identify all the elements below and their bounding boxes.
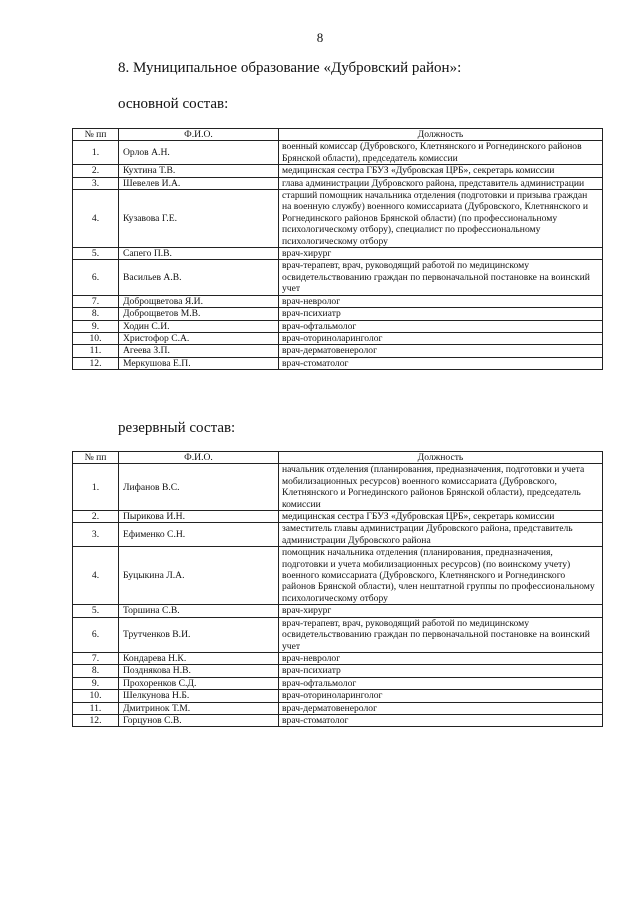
row-number: 2.	[73, 511, 119, 523]
person-position: врач-оториноларинголог	[279, 690, 603, 702]
main-composition-subtitle: основной состав:	[118, 96, 229, 112]
row-number: 12.	[73, 714, 119, 726]
person-name: Кузавова Г.Е.	[119, 190, 279, 248]
table-row	[73, 308, 603, 320]
table-row	[73, 320, 603, 332]
row-number: 10.	[73, 690, 119, 702]
person-name: Доброщветов М.В.	[119, 308, 279, 320]
table-row	[73, 665, 603, 677]
row-number: 5.	[73, 248, 119, 260]
person-position: врач-психиатр	[279, 308, 603, 320]
person-position: помощник начальника отделения (планирования, предназначения, подготовки и учета мобилизационных ресурсов) (по воинскому учету) военного комиссариата (Дубровского, Клетнянского и Рогнединского районов Брянской области), член нештатной группы по профессиональному психологическому отбору	[279, 547, 603, 605]
page-number: 8	[316, 30, 324, 45]
main-composition-table	[72, 128, 603, 370]
table-row	[73, 345, 603, 357]
row-number: 1.	[73, 464, 119, 511]
table-row	[73, 677, 603, 689]
person-position: заместитель главы администрации Дубровского района, представитель администрации Дубровского района	[279, 523, 603, 547]
row-number: 8.	[73, 665, 119, 677]
row-number: 1.	[73, 141, 119, 165]
table-row	[73, 464, 603, 511]
row-number: 6.	[73, 260, 119, 295]
person-position: врач-психиатр	[279, 665, 603, 677]
row-number: 3.	[73, 177, 119, 189]
table-row	[73, 295, 603, 307]
person-name: Христофор С.А.	[119, 332, 279, 344]
person-position: врач-дерматовенеролог	[279, 702, 603, 714]
person-position: врач-невролог	[279, 295, 603, 307]
row-number: 11.	[73, 702, 119, 714]
person-position: врач-офтальмолог	[279, 677, 603, 689]
table-row	[73, 511, 603, 523]
row-number: 4.	[73, 547, 119, 605]
table-row	[73, 141, 603, 165]
table-row	[73, 714, 603, 726]
table-row	[73, 702, 603, 714]
table-header-row	[73, 452, 603, 464]
person-name: Сапего П.В.	[119, 248, 279, 260]
person-position: врач-хирург	[279, 248, 603, 260]
person-position: врач-оториноларинголог	[279, 332, 603, 344]
row-number: 9.	[73, 320, 119, 332]
reserve-composition-subtitle: резервный состав:	[118, 420, 236, 436]
person-name: Торшина С.В.	[119, 605, 279, 617]
person-name: Орлов А.Н.	[119, 141, 279, 165]
header-number: № пп	[73, 129, 119, 141]
section-heading: 8. Муниципальное образование «Дубровский район»:	[118, 60, 462, 76]
person-name: Буцыкина Л.А.	[119, 547, 279, 605]
person-name: Шелкунова Н.Б.	[119, 690, 279, 702]
row-number: 7.	[73, 295, 119, 307]
row-number: 6.	[73, 617, 119, 652]
table-row	[73, 190, 603, 248]
person-position: начальник отделения (планирования, предназначения, подготовки и учета мобилизационных ресурсов) военного комиссариата (Дубровского, Клетнянского и Рогнединского районов Брянской области), председатель комиссии	[279, 464, 603, 511]
person-name: Васильев А.В.	[119, 260, 279, 295]
header-number: № пп	[73, 452, 119, 464]
person-name: Пырикова И.Н.	[119, 511, 279, 523]
table-row	[73, 332, 603, 344]
row-number: 8.	[73, 308, 119, 320]
person-position: врач-терапевт, врач, руководящий работой по медицинскому освидетельствованию граждан по первоначальной постановке на воинский учет	[279, 260, 603, 295]
person-position: врач-хирург	[279, 605, 603, 617]
header-position: Должность	[279, 129, 603, 141]
person-name: Дмитринок Т.М.	[119, 702, 279, 714]
table-row	[73, 617, 603, 652]
table-header-row	[73, 129, 603, 141]
header-full-name: Ф.И.О.	[119, 129, 279, 141]
person-position: медицинская сестра ГБУЗ «Дубровская ЦРБ», секретарь комиссии	[279, 511, 603, 523]
header-full-name: Ф.И.О.	[119, 452, 279, 464]
row-number: 5.	[73, 605, 119, 617]
reserve-composition-table	[72, 451, 603, 727]
person-position: старший помощник начальника отделения (подготовки и призыва граждан на военную службу) военного комиссариата (Дубровского, Клетнянского и Рогнединского районов Брянской области) (по профессиональному психологическому отбору), специалист по профессиональному психологическому отбору	[279, 190, 603, 248]
row-number: 11.	[73, 345, 119, 357]
person-name: Горцунов С.В.	[119, 714, 279, 726]
person-name: Агеева З.П.	[119, 345, 279, 357]
table-row	[73, 248, 603, 260]
table-row	[73, 547, 603, 605]
person-name: Кондарева Н.К.	[119, 652, 279, 664]
person-name: Лифанов В.С.	[119, 464, 279, 511]
person-position: врач-офтальмолог	[279, 320, 603, 332]
person-name: Доброщветова Я.И.	[119, 295, 279, 307]
table-row	[73, 690, 603, 702]
table-row	[73, 357, 603, 369]
table-row	[73, 165, 603, 177]
person-position: врач-стоматолог	[279, 357, 603, 369]
person-name: Трутченков В.И.	[119, 617, 279, 652]
row-number: 9.	[73, 677, 119, 689]
table-row	[73, 605, 603, 617]
row-number: 12.	[73, 357, 119, 369]
person-position: врач-дерматовенеролог	[279, 345, 603, 357]
row-number: 2.	[73, 165, 119, 177]
header-position: Должность	[279, 452, 603, 464]
row-number: 3.	[73, 523, 119, 547]
table-row	[73, 652, 603, 664]
row-number: 4.	[73, 190, 119, 248]
person-position: врач-терапевт, врач, руководящий работой по медицинскому освидетельствованию граждан по первоначальной постановке на воинский учет	[279, 617, 603, 652]
person-name: Ефименко С.Н.	[119, 523, 279, 547]
row-number: 7.	[73, 652, 119, 664]
person-position: врач-стоматолог	[279, 714, 603, 726]
person-position: врач-невролог	[279, 652, 603, 664]
table-row	[73, 177, 603, 189]
person-name: Прохоренков С.Д.	[119, 677, 279, 689]
person-name: Меркушова Е.П.	[119, 357, 279, 369]
person-position: военный комиссар (Дубровского, Клетнянского и Рогнединского районов Брянской области), председатель комиссии	[279, 141, 603, 165]
table-row	[73, 260, 603, 295]
person-name: Позднякова Н.В.	[119, 665, 279, 677]
person-name: Кухтина Т.В.	[119, 165, 279, 177]
row-number: 10.	[73, 332, 119, 344]
person-position: глава администрации Дубровского района, представитель администрации	[279, 177, 603, 189]
person-name: Ходин С.И.	[119, 320, 279, 332]
person-name: Шевелев И.А.	[119, 177, 279, 189]
table-row	[73, 523, 603, 547]
person-position: медицинская сестра ГБУЗ «Дубровская ЦРБ», секретарь комиссии	[279, 165, 603, 177]
